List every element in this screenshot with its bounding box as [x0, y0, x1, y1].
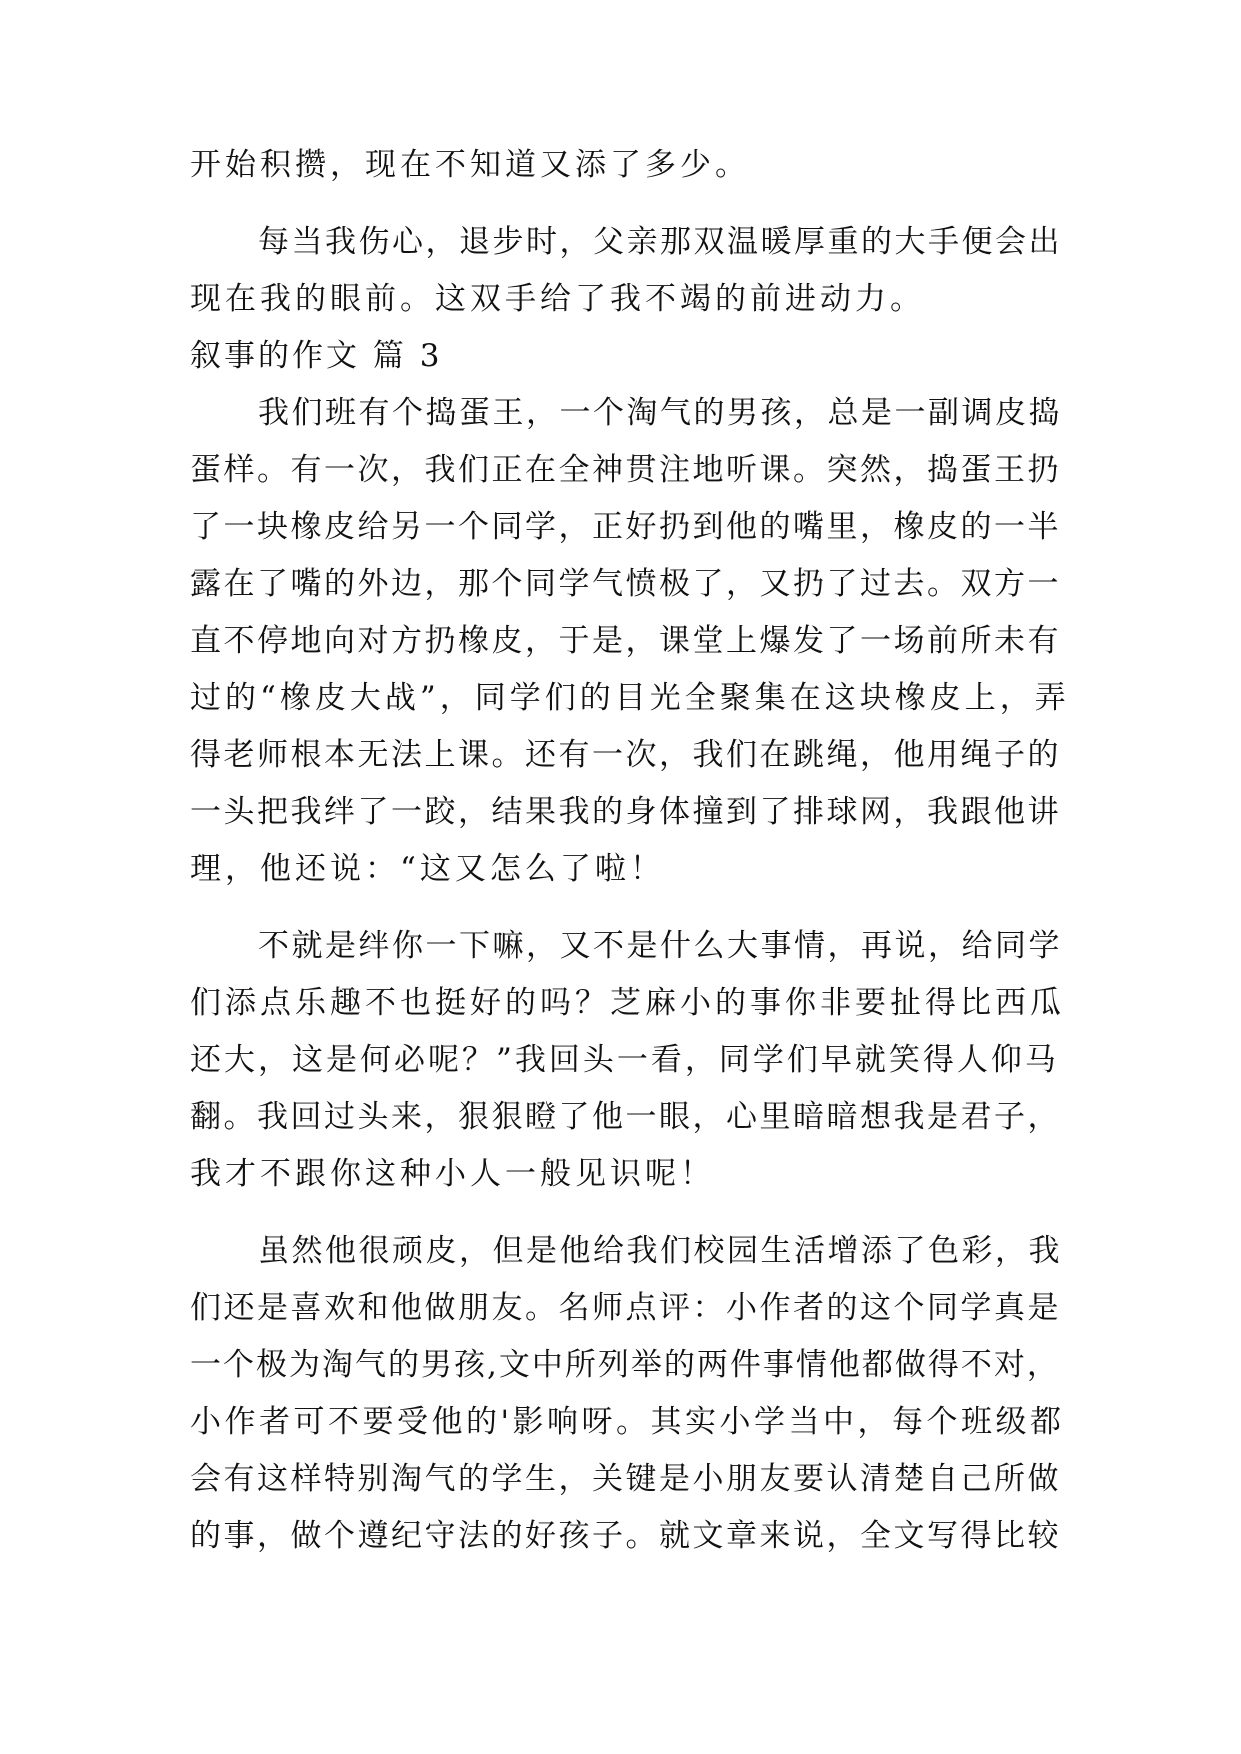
text-line: 会有这样特别淘气的学生，关键是小朋友要认清楚自己所做: [190, 1461, 1061, 1497]
text-line: 我们班有个捣蛋王，一个淘气的男孩，总是一副调皮捣: [258, 395, 1062, 431]
text-line: 虽然他很顽皮，但是他给我们校园生活增添了色彩，我: [258, 1233, 1062, 1269]
text-line: 理，他还说：“这又怎么了啦！: [190, 851, 665, 887]
text-line: 过的“橡皮大战”，同学们的目光全聚集在这块橡皮上，弄: [190, 680, 1070, 716]
text-line: 们添点乐趣不也挺好的吗？芝麻小的事你非要扯得比西瓜: [190, 985, 1065, 1021]
text-line: 现在我的眼前。这双手给了我不竭的前进动力。: [190, 281, 925, 317]
text-line: 翻。我回过头来，狠狠瞪了他一眼，心里暗暗想我是君子，: [190, 1099, 1061, 1135]
text-line: 一个极为淘气的男孩,文中所列举的两件事情他都做得不对，: [190, 1347, 1060, 1383]
text-line: 小作者可不要受他的'影响呀。其实小学当中，每个班级都: [190, 1404, 1065, 1440]
text-line: 一头把我绊了一跤，结果我的身体撞到了排球网，我跟他讲: [190, 794, 1061, 830]
text-line: 们还是喜欢和他做朋友。名师点评：小作者的这个同学真是: [190, 1290, 1061, 1326]
text-line: 还大，这是何必呢？”我回头一看，同学们早就笑得人仰马: [190, 1042, 1059, 1078]
text-line: 每当我伤心，退步时，父亲那双温暖厚重的大手便会出: [258, 224, 1062, 260]
text-line: 不就是绊你一下嘛，又不是什么大事情，再说，给同学: [258, 928, 1062, 964]
section-heading: 叙事的作文 篇 3: [190, 338, 443, 374]
text-line: 得老师根本无法上课。还有一次，我们在跳绳，他用绳子的: [190, 737, 1061, 773]
text-line: 了一块橡皮给另一个同学，正好扔到他的嘴里，橡皮的一半: [190, 509, 1061, 545]
text-line: 露在了嘴的外边，那个同学气愤极了，又扔了过去。双方一: [190, 566, 1061, 602]
text-line: 我才不跟你这种小人一般见识呢！: [190, 1156, 715, 1192]
text-line: 蛋样。有一次，我们正在全神贯注地听课。突然，捣蛋王扔: [190, 452, 1061, 488]
text-line: 直不停地向对方扔橡皮，于是，课堂上爆发了一场前所未有: [190, 623, 1061, 659]
text-line: 开始积攒，现在不知道又添了多少。: [190, 147, 750, 183]
text-line: 的事，做个遵纪守法的好孩子。就文章来说，全文写得比较: [190, 1518, 1061, 1554]
